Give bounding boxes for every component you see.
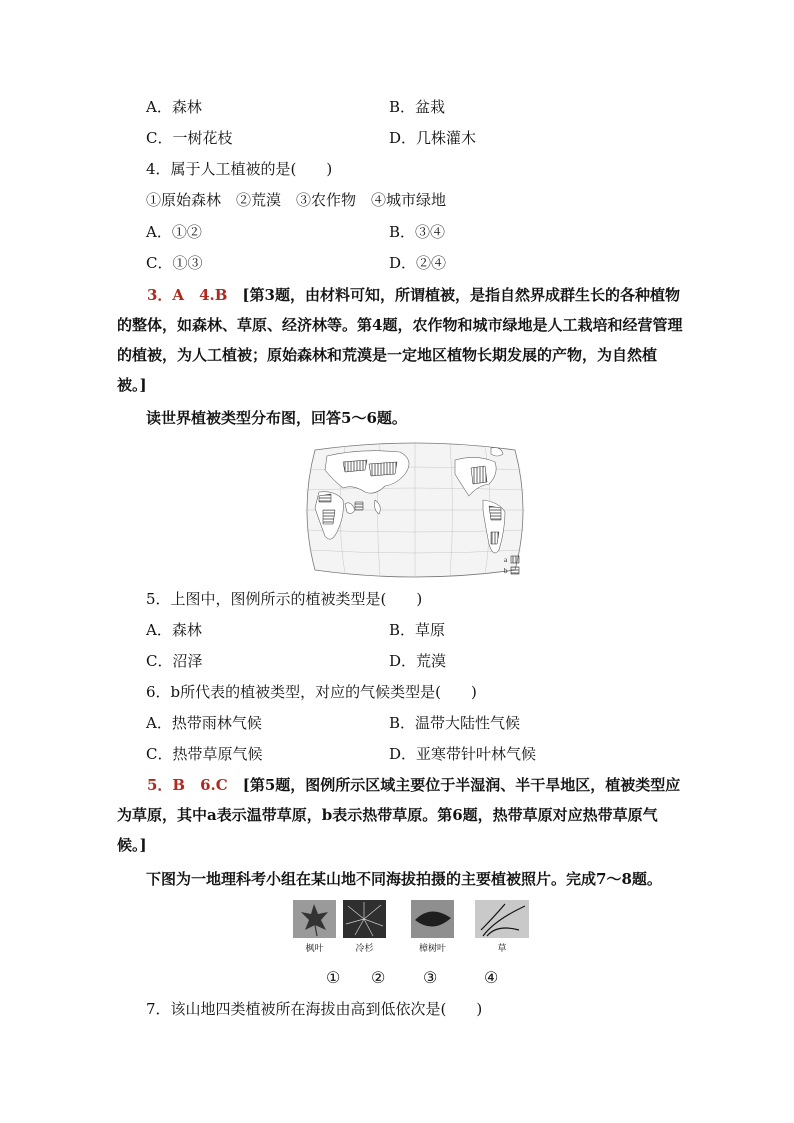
option-5b: B．草原 [389,621,446,639]
option-5c: C．沼泽 [146,652,203,670]
legend-a-label: a [504,556,508,564]
question-7-stem: 7．该山地四类植被所在海拔由高到低依次是( ) [146,1000,483,1018]
answer-3-4-label: 3．A 4.B [147,286,228,304]
answer-5-6-label: 5．B 6.C [147,776,228,794]
fir-photo [343,900,386,938]
option-6b: B．温带大陆性气候 [389,714,521,732]
caption-maple: 枫叶 [305,944,324,954]
answer-3-4 [117,280,683,400]
photo-number-1: ① [326,968,341,987]
photo-number-4: ④ [484,968,499,987]
option-4d: D．②④ [389,254,447,272]
intro-7-8: 下图为一地理科考小组在某山地不同海拔拍摄的主要植被照片。完成7～8题。 [146,870,662,888]
grass-photo [475,900,529,938]
photo-number-2: ② [371,968,386,987]
camphor-leaf-photo [411,900,454,938]
answer-5-6 [117,770,683,860]
option-4b: B．③④ [389,223,446,241]
option-6c: C．热带草原气候 [146,745,263,763]
option-6d: D．亚寒带针叶林气候 [389,745,537,763]
question-4-stem: 4．属于人工植被的是( ) [146,160,333,178]
vegetation-photos [293,900,533,996]
option-3a: A．森林 [146,98,202,116]
photo-number-3: ③ [423,968,438,987]
question-5-stem: 5．上图中，图例所示的植被类型是( ) [146,590,423,608]
option-4a: A．①② [146,223,202,241]
caption-grass: 草 [497,944,507,954]
option-3b: B．盆栽 [389,98,446,116]
intro-5-6: 读世界植被类型分布图，回答5～6题。 [146,409,407,427]
world-map-graphic [305,440,525,580]
option-5a: A．森林 [146,621,202,639]
option-6a: A．热带雨林气候 [146,714,262,732]
world-vegetation-map [305,440,525,580]
caption-fir: 冷杉 [355,944,374,954]
legend-b-label: b [504,567,508,575]
question-4-items: ①原始森林 ②荒漠 ③农作物 ④城市绿地 [146,191,447,209]
option-3d: D．几株灌木 [389,129,477,147]
caption-camphor: 樟树叶 [418,944,446,954]
answer-5-6-text: [第5题，图例所示区域主要位于半湿润、半干旱地区，植被类型应为草原，其中a表示温带草原，b表示热带草原。第6题，热带草原对应热带草原气候。] [117,776,681,854]
option-4c: C．①③ [146,254,203,272]
option-5d: D．荒漠 [389,652,447,670]
maple-leaf-photo [293,900,336,938]
question-6-stem: 6．b所代表的植被类型，对应的气候类型是( ) [146,683,477,701]
answer-3-4-text: [第3题，由材料可知，所谓植被，是指自然界成群生长的各种植物的整体，如森林、草原、经济林等。第4题，农作物和城市绿地是人工栽培和经营管理的植被，为人工植被；原始森林和荒漠是一定地区植物长期发展的产物，为自然植被。] [117,286,683,394]
option-3c: C．一树花枝 [146,129,233,147]
